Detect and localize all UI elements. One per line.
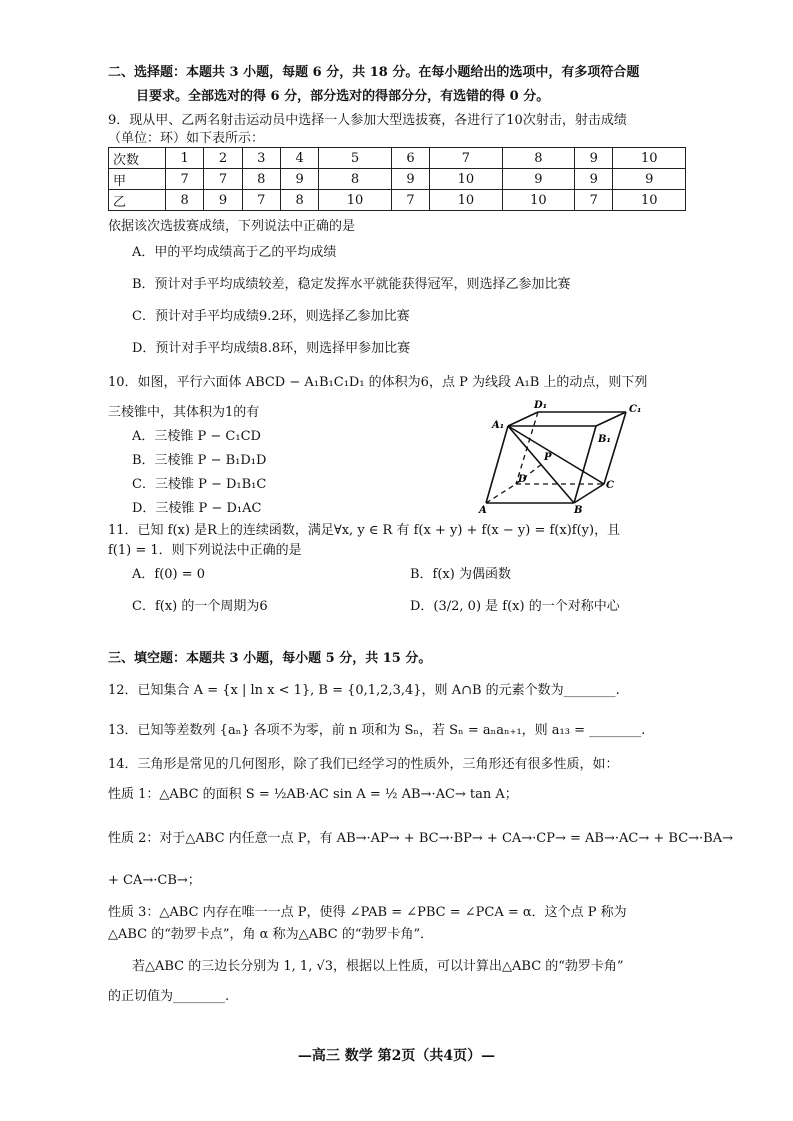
table-row [109,169,686,190]
table-cell: 9 [204,190,242,211]
table-cell: 9 [575,169,613,190]
label-c1: C₁ [629,404,642,415]
q11-stem-line1: 11．已知 f(x) 是R上的连续函数，满足∀x, y ∈ R 有 f(x + y) + f(x − y) = f(x)f(y)，且 [108,523,621,538]
table-row [109,190,686,211]
q11-option-c: C．f(x) 的一个周期为6 [132,599,268,614]
q11-stem-line2: f(1) = 1．则下列说法中正确的是 [108,543,302,558]
q12-text: 12．已知集合 A = {x | ln x < 1}, B = {0,1,2,3,4}，则 A∩B 的元素个数为________. [108,683,620,698]
label-p: P [544,452,552,463]
table-row-label: 甲 [109,169,166,190]
table-cell: 10 [502,190,574,211]
table-cell: 7 [430,148,502,169]
label-b1: B₁ [598,434,611,445]
q9-option-b: B．预计对手平均成绩较差，稳定发挥水平就能获得冠军，则选择乙参加比赛 [132,277,571,292]
table-cell: 7 [242,190,280,211]
q10-option-b: B．三棱锥 P − B₁D₁D [132,453,267,468]
section-3-header: 三、填空题：本题共 3 小题，每小题 5 分，共 15 分。 [108,651,432,666]
table-cell: 8 [166,190,204,211]
table-cell: 9 [613,169,686,190]
q9-prompt: 依据该次选拔赛成绩，下列说法中正确的是 [108,219,356,234]
table-row [109,148,686,169]
table-cell: 8 [502,148,574,169]
q13-text: 13．已知等差数列 {aₙ} 各项不为零，前 n 项和为 Sₙ，若 Sₙ = aₙaₙ₊₁，则 a₁₃ = ________. [108,723,646,738]
q10-stem-line2: 三棱锥中，其体积为1的有 [108,405,260,420]
table-cell: 10 [613,148,686,169]
q9-score-table [108,147,686,211]
table-cell: 6 [391,148,429,169]
q11-option-a: A．f(0) = 0 [132,567,206,582]
label-b: B [574,505,583,516]
table-cell: 3 [242,148,280,169]
q14-question-line2: 的正切值为________. [108,989,230,1004]
q14-property-3-line2: △ABC 的“勃罗卡点”，角 α 称为△ABC 的“勃罗卡角”． [108,927,434,942]
table-cell: 7 [204,169,242,190]
table-cell: 10 [319,190,391,211]
q9-option-d: D．预计对手平均成绩8.8环，则选择甲参加比赛 [132,341,411,356]
q11-option-b: B．f(x) 为偶函数 [410,567,511,582]
section-2-header-line2: 目要求。全部选对的得 6 分，部分选对的得部分分，有选错的得 0 分。 [136,89,550,104]
table-row-label: 次数 [109,148,166,169]
q10-option-a: A．三棱锥 P − C₁CD [132,429,261,444]
edge-c1-b1 [596,412,626,426]
label-a: A [479,505,487,516]
table-cell: 4 [280,148,318,169]
q9-option-c: C．预计对手平均成绩9.2环，则选择乙参加比赛 [132,309,410,324]
table-cell: 9 [502,169,574,190]
table-cell: 1 [166,148,204,169]
q14-property-3-line1: 性质 3：△ABC 内存在唯一一点 P，使得 ∠PAB = ∠PBC = ∠PCA = α．这个点 P 称为 [108,905,627,920]
table-cell: 10 [430,190,502,211]
q10-option-c: C．三棱锥 P − D₁B₁C [132,477,267,492]
table-cell: 8 [280,190,318,211]
table-cell: 5 [319,148,391,169]
label-d: D [518,474,527,485]
label-a1: A₁ [492,420,505,431]
q14-property-1: 性质 1：△ABC 的面积 S = ½AB·AC sin A = ½ AB→·AC→ tan A； [108,787,518,802]
table-row-label: 乙 [109,190,166,211]
page-footer: —高三 数学 第2页（共4页）— [297,1048,496,1064]
table-cell: 9 [391,169,429,190]
q10-option-d: D．三棱锥 P − D₁AC [132,501,262,516]
table-cell: 9 [575,148,613,169]
q11-option-d: D．(3/2, 0) 是 f(x) 的一个对称中心 [410,599,620,614]
table-cell: 8 [242,169,280,190]
table-cell: 9 [280,169,318,190]
table-cell: 10 [430,169,502,190]
q9-stem-line2: （单位：环）如下表所示： [108,131,265,146]
parallelepiped-figure [478,398,648,516]
table-cell: 8 [319,169,391,190]
table-cell: 2 [204,148,242,169]
q14-intro: 14．三角形是常见的几何图形，除了我们已经学习的性质外，三角形还有很多性质，如： [108,757,619,772]
q9-option-a: A．甲的平均成绩高于乙的平均成绩 [132,245,337,260]
q14-question-line1: 若△ABC 的三边长分别为 1, 1, √3，根据以上性质，可以计算出△ABC 的“勃罗卡角” [132,959,624,974]
edge-a1-d1 [508,412,538,426]
label-c: C [606,480,614,491]
label-d1: D₁ [534,400,548,411]
table-cell: 7 [391,190,429,211]
edge-c1-c [604,412,626,484]
q14-property-2-line2: + CA→·CB→； [108,873,201,888]
table-cell: 7 [166,169,204,190]
q10-stem-line1: 10．如图，平行六面体 ABCD − A₁B₁C₁D₁ 的体积为6，点 P 为线段 A₁B 上的动点，则下列 [108,375,648,390]
section-2-header-line1: 二、选择题：本题共 3 小题，每题 6 分，共 18 分。在每小题给出的选项中，有多项符合题 [108,65,640,80]
q9-stem-line1: 9．现从甲、乙两名射击运动员中选择一人参加大型选拔赛，各进行了10次射击，射击成绩 [108,113,627,128]
q14-property-2-line1: 性质 2：对于△ABC 内任意一点 P，有 AB→·AP→ + BC→·BP→ + CA→·CP→ = AB→·AC→ + BC→·BA→ [108,831,733,846]
table-cell: 7 [575,190,613,211]
table-cell: 10 [613,190,686,211]
